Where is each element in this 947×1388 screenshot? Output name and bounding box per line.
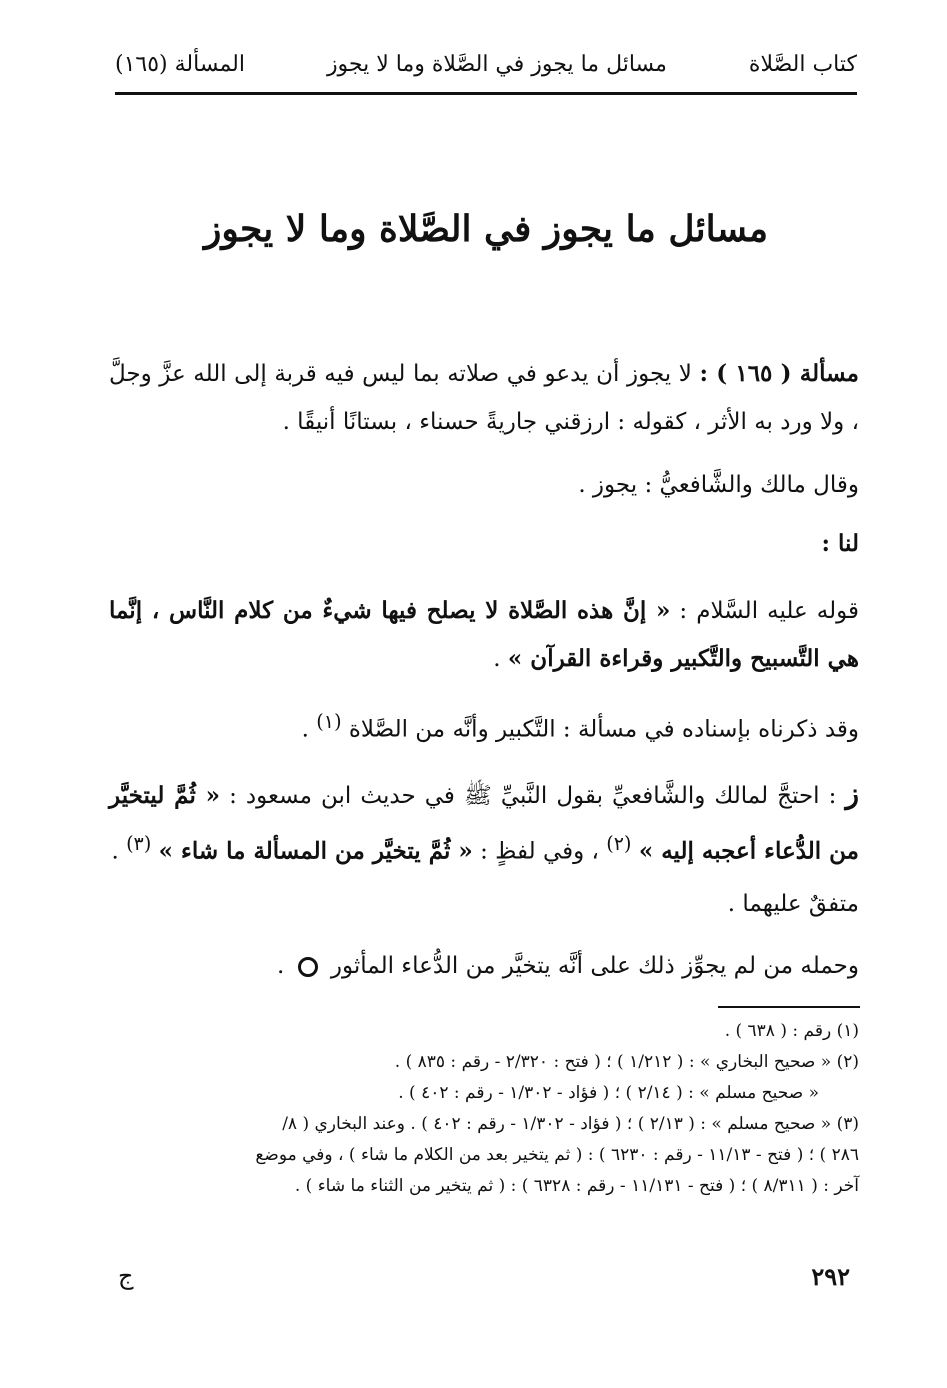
hadith-end: . — [493, 646, 501, 672]
footnote-rule — [718, 1006, 860, 1008]
running-header — [115, 44, 857, 84]
issue-paragraph — [109, 350, 859, 446]
counter-argument-dot: . — [111, 838, 119, 865]
end-circle-icon — [298, 957, 318, 977]
footnote-ref-3: (٣) — [126, 832, 152, 855]
footnote-3-line-2: ٢٨٦ ) ؛ ( فتح - ١١/١٣ - رقم : ٦٢٣٠ ) : ( ثم يتخير بعد من الكلام ما شاء ) ، وفي موضع — [255, 1145, 859, 1165]
reference-text: وقد ذكرناه بإسناده في مسألة : التَّكبير وأنَّه من الصَّلاة — [348, 716, 859, 743]
header-section-title: مسائل ما يجوز في الصَّلاة وما لا يجوز — [326, 51, 667, 77]
malik-shafii-opinion: وقال مالك والشَّافعيُّ : يجوز . — [578, 472, 859, 498]
lana-heading: لنا : — [821, 530, 859, 557]
signature-mark: ج — [118, 1262, 134, 1290]
reference-dot: . — [301, 716, 309, 743]
issue-label: مسألة ( ١٦٥ ) : — [699, 360, 859, 387]
counter-argument-intro: : احتجَّ لمالك والشَّافعيِّ بقول النَّبيِّ ﷺ في حديث ابن مسعود : — [229, 783, 837, 809]
page-number: ٢٩٢ — [811, 1262, 850, 1291]
chapter-title: مسائل ما يجوز في الصَّلاة وما لا يجوز — [203, 208, 769, 250]
reference-paragraph — [109, 698, 859, 754]
footnote-2-bukhari: (٢) « صحيح البخاري » : ( ١/٢١٢ ) ؛ ( فتح : ٢/٣٢٠ - رقم : ٨٣٥ ) . — [394, 1052, 859, 1072]
zay-marker: ز — [845, 777, 859, 810]
conclusion-paragraph — [109, 942, 859, 990]
header-issue-number: المسألة (١٦٥) — [115, 51, 245, 77]
hadith-2-quote: « ثُمَّ ليتخيَّر من الدُّعاء أعجبه إليه » — [109, 782, 859, 865]
footnote-2-muslim: « صحيح مسلم » : ( ٢/١٤ ) ؛ ( فؤاد - ١/٣٠٢ - رقم : ٤٠٢ ) . — [398, 1083, 819, 1103]
footnote-ref-2: (٢) — [606, 832, 632, 855]
conclusion-dot: . — [276, 953, 285, 979]
hadith-paragraph — [109, 587, 859, 683]
header-rule — [115, 92, 857, 95]
hadith-quote: « إنَّ هذه الصَّلاة لا يصلح فيها شيءٌ من كلام النَّاس ، إنَّما هي التَّسبيح والتَّكبير وقراءة القرآن » — [109, 597, 859, 672]
counter-argument-paragraph — [109, 770, 859, 876]
footnote-3-line-3: آخر : ( ٨/٣١١ ) ؛ ( فتح - ١١/١٣١ - رقم : ٦٣٢٨ ) : ( ثم يتخير من الثناء ما شاء ) . — [294, 1176, 859, 1196]
footnote-ref-1: (١) — [316, 710, 342, 733]
hadith-intro: قوله عليه السَّلام : — [679, 598, 859, 624]
footnote-3-line-1: (٣) « صحيح مسلم » : ( ٢/١٣ ) ؛ ( فؤاد - ١/٣٠٢ - رقم : ٤٠٢ ) . وعند البخاري ( ٨/ — [282, 1114, 859, 1134]
footnote-1: (١) رقم : ( ٦٣٨ ) . — [724, 1021, 859, 1041]
conclusion-text: وحمله من لم يجوِّز ذلك على أنَّه يتخيَّر من الدُّعاء المأثور — [330, 953, 859, 979]
muttafaq-line: متفقٌ عليهما . — [727, 891, 859, 917]
footnotes — [109, 1016, 859, 1202]
hadith-3-quote: « ثُمَّ يتخيَّر من المسألة ما شاء » — [158, 837, 473, 865]
other-wording: ، وفي لفظٍ : — [480, 838, 599, 865]
issue-text: لا يجوز أن يدعو في صلاته بما ليس فيه قربة إلى الله عزَّ وجلَّ ، ولا ورد به الأثر ، كقوله : ارزقني جاريةً حسناء ، بستانًا أنيقًا . — [109, 361, 859, 435]
header-book-title: كتاب الصَّلاة — [748, 51, 857, 77]
